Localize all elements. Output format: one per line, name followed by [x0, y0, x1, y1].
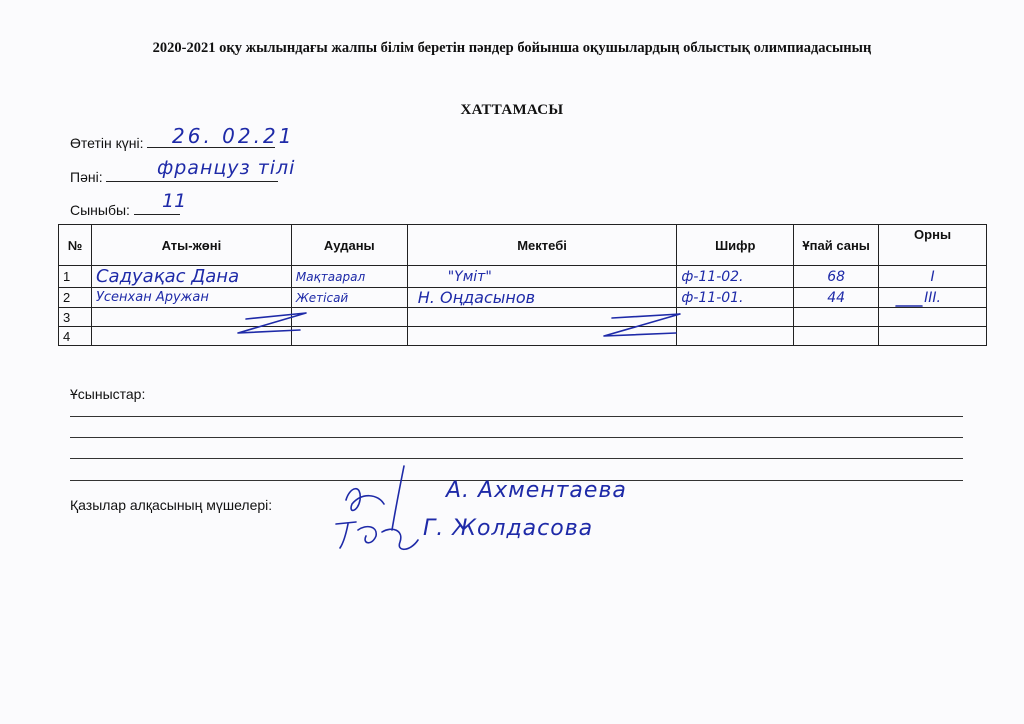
- results-table: [58, 224, 987, 346]
- table-header-row: [59, 225, 987, 266]
- participant-code: ф-11-01.: [677, 288, 794, 308]
- participant-score: 68: [794, 266, 879, 288]
- participant-name: [91, 308, 291, 327]
- date-label: Өтетін күні:: [70, 135, 144, 151]
- row-number: 4: [59, 327, 92, 346]
- suggestion-line: [70, 458, 963, 459]
- table-row: [59, 327, 987, 346]
- document-title: ХАТТАМАСЫ: [460, 102, 564, 118]
- participant-name: [91, 327, 291, 346]
- participant-district: [291, 327, 407, 346]
- suggestions-label: Ұсыныстар:: [70, 386, 146, 402]
- commission-member-1: А. Ахментаева: [446, 478, 627, 503]
- participant-district: Мақтаарал: [291, 266, 407, 288]
- participant-place: I: [879, 266, 987, 288]
- col-header-score: Ұпай саны: [794, 225, 879, 266]
- row-number: 2: [59, 288, 92, 308]
- subject-label: Пәні:: [70, 169, 103, 185]
- participant-code: [677, 308, 794, 327]
- date-handwritten: 26. 02.21: [172, 124, 295, 148]
- table-row: [59, 288, 987, 308]
- col-header-name: Аты-жөні: [91, 225, 291, 266]
- table-row: [59, 308, 987, 327]
- participant-code: ф-11-02.: [677, 266, 794, 288]
- grade-handwritten: 11: [162, 190, 187, 212]
- participant-place: [879, 327, 987, 346]
- participant-school: Н. Оңдасынов: [407, 288, 677, 308]
- table-row: [59, 266, 987, 288]
- participant-score: [794, 308, 879, 327]
- participant-school: [407, 308, 677, 327]
- suggestion-line: [70, 416, 963, 417]
- participant-name: Садуақас Дана: [91, 266, 291, 288]
- participant-code: [677, 327, 794, 346]
- col-header-place: Орны: [879, 225, 987, 266]
- participant-score: 44: [794, 288, 879, 308]
- col-header-school: Мектебі: [407, 225, 677, 266]
- grade-label: Сыныбы:: [70, 202, 130, 218]
- col-header-code: Шифр: [677, 225, 794, 266]
- col-header-district: Ауданы: [291, 225, 407, 266]
- commission-label: Қазылар алқасының мүшелері:: [70, 497, 273, 513]
- subject-handwritten: француз тілі: [157, 157, 296, 179]
- olympiad-header: 2020-2021 оқу жылындағы жалпы білім беретін пәндер бойынша оқушылардың облыстық олимпиадасының: [152, 40, 872, 56]
- participant-place: [879, 308, 987, 327]
- participant-place: III.: [879, 288, 987, 308]
- signature-1: [346, 466, 404, 530]
- participant-school: "Үміт": [407, 266, 677, 288]
- commission-member-2: Г. Жолдасова: [423, 516, 594, 541]
- participant-score: [794, 327, 879, 346]
- row-number: 1: [59, 266, 92, 288]
- participant-district: Жетісай: [291, 288, 407, 308]
- col-header-number: №: [59, 225, 92, 266]
- participant-name: Усенхан Аружан: [91, 288, 291, 308]
- participant-district: [291, 308, 407, 327]
- signature-2: [336, 522, 418, 549]
- suggestion-line: [70, 437, 963, 438]
- row-number: 3: [59, 308, 92, 327]
- participant-school: [407, 327, 677, 346]
